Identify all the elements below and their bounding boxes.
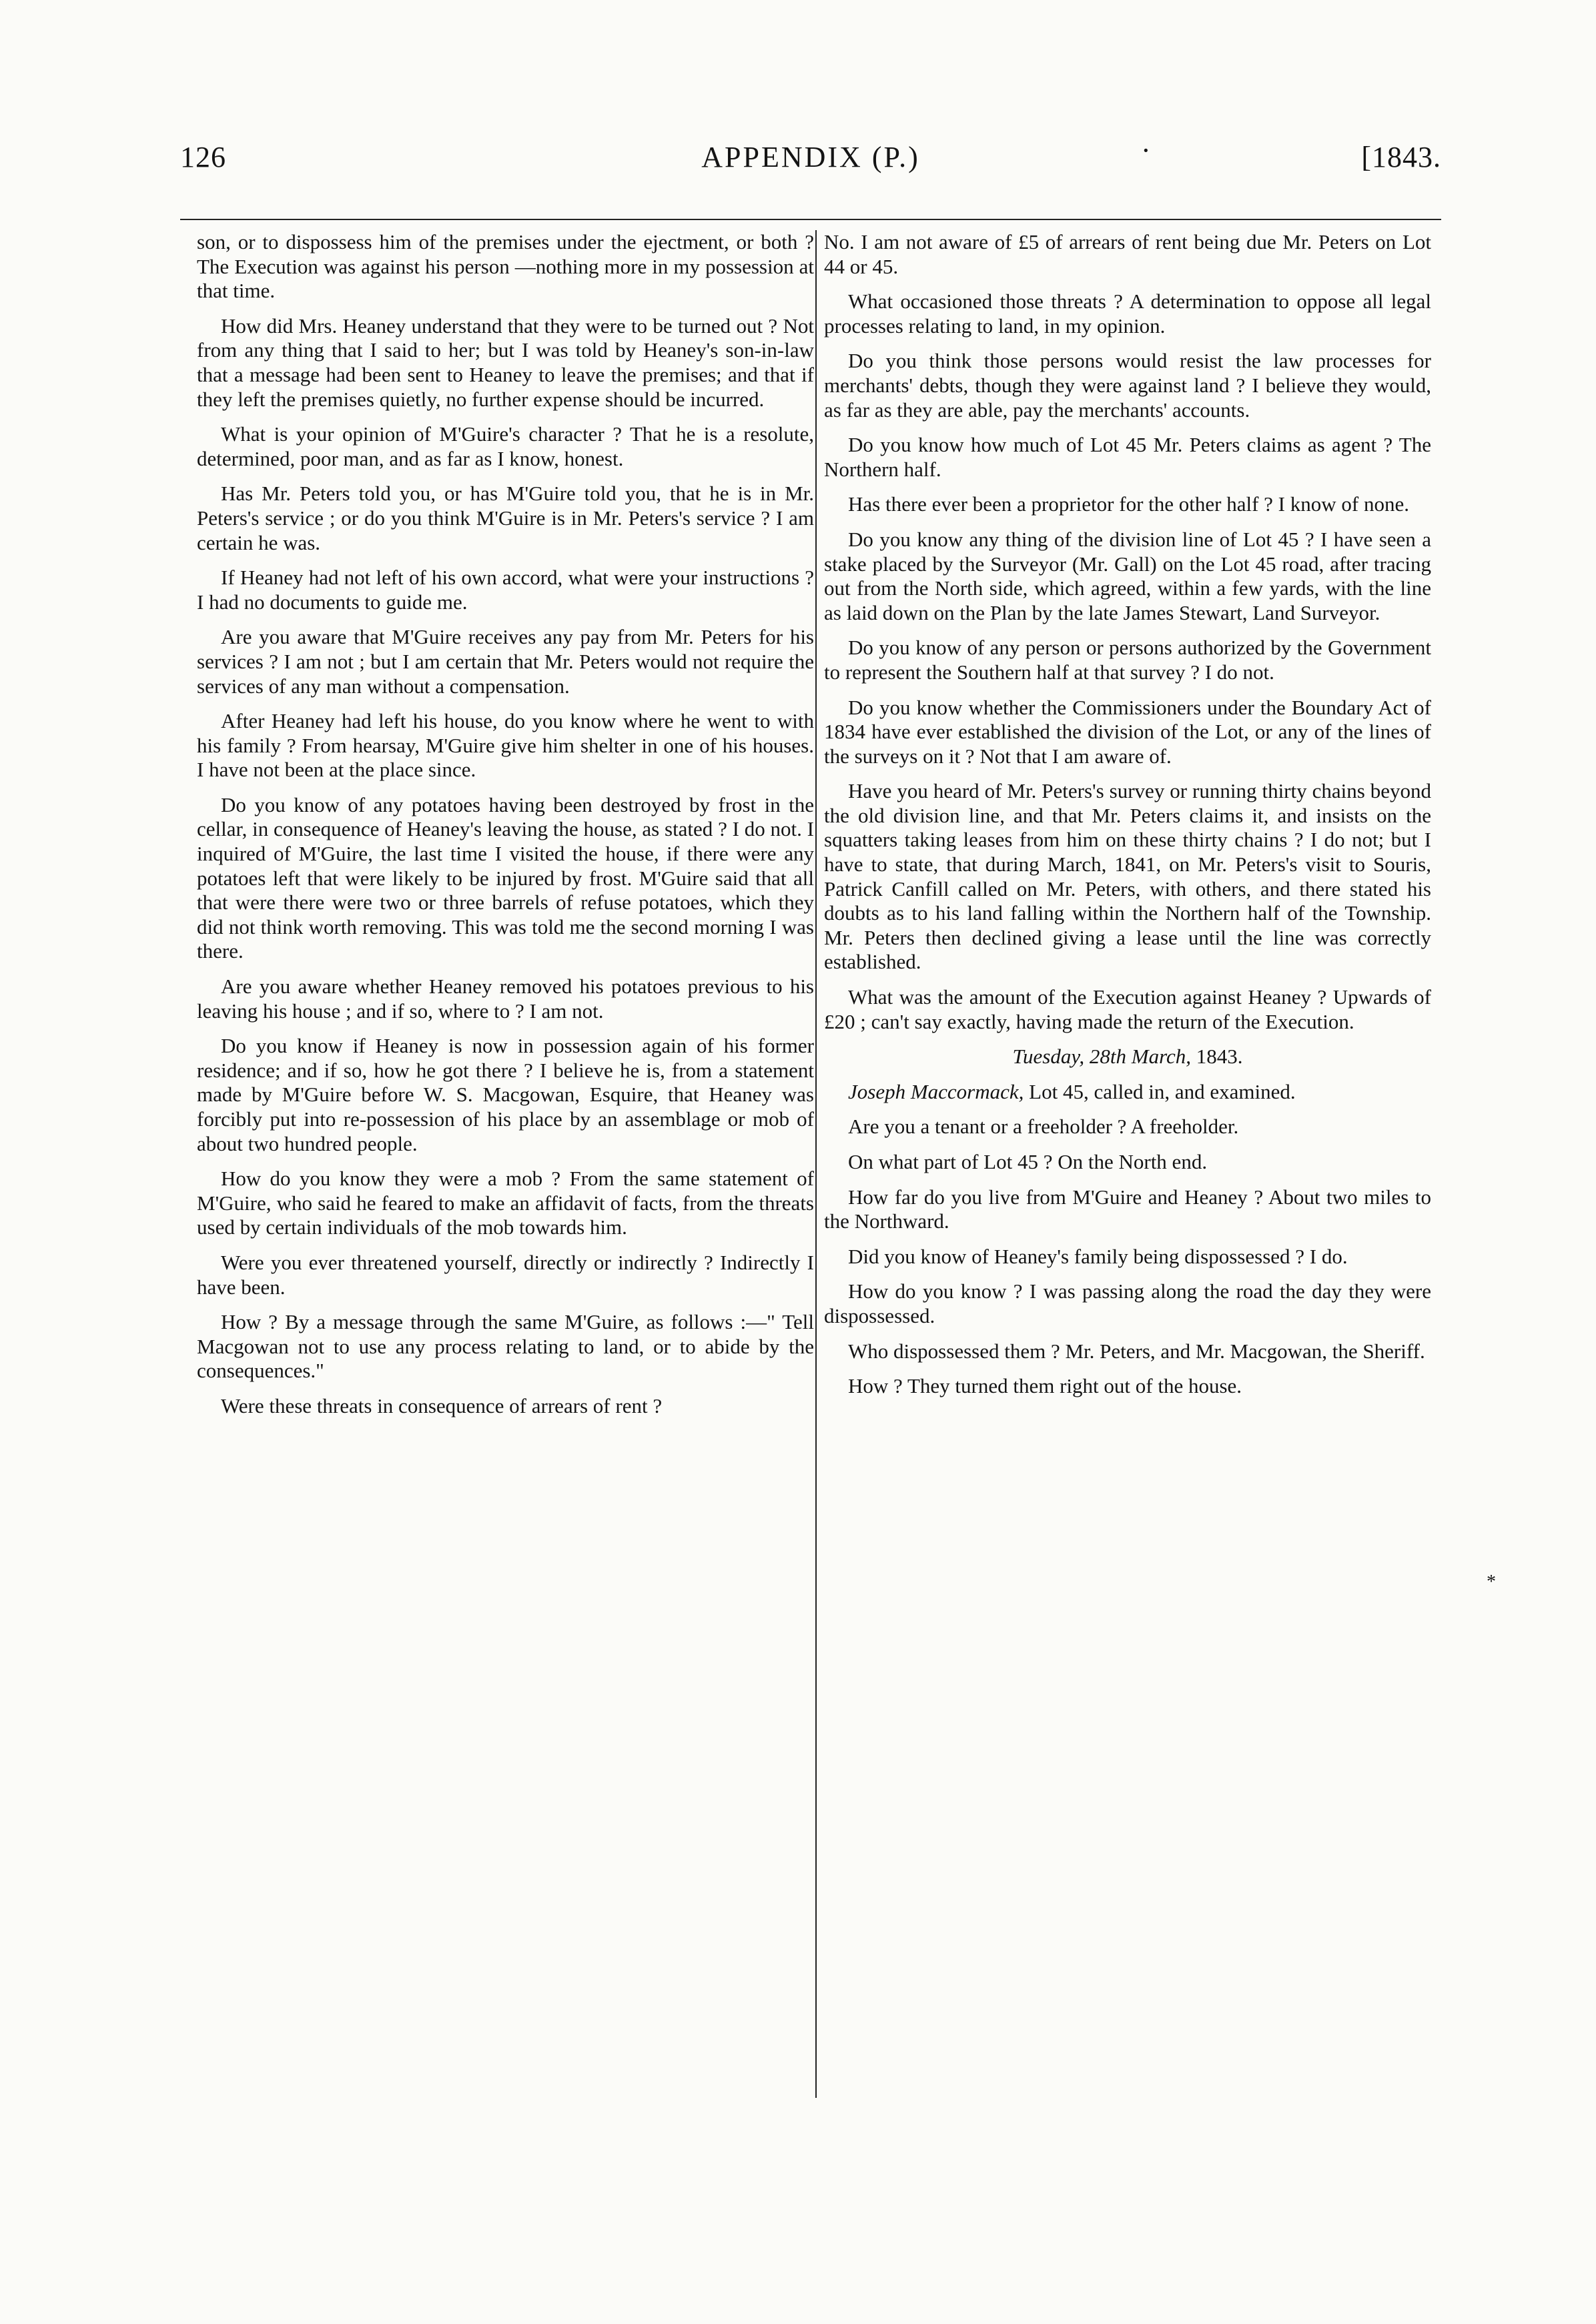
paragraph: Do you know of any person or persons authorized by the Government to represent the Southern half at that survey ? I do not.	[824, 636, 1431, 684]
margin-mark: *	[1487, 1572, 1496, 1592]
column-divider	[815, 230, 817, 2098]
paragraph: What was the amount of the Execution against Heaney ? Upwards of £20 ; can't say exactly, having made the return of the Execution.	[824, 985, 1431, 1033]
paragraph: Do you know whether the Commissioners under the Boundary Act of 1834 have ever established the division of the Lot, or any of the lines of the surveys on it ? Not that I am aware of.	[824, 695, 1431, 768]
paragraph: Were these threats in consequence of arrears of rent ?	[221, 1393, 663, 1417]
paragraph: How did Mrs. Heaney understand that they were to be turned out ? Not from any thing that I said to her; but I was told by Heaney's son-in-law that a message had been sent to Heaney to leave the premises; and that if they left the premises quietly, no further expense should be incurred.	[197, 314, 814, 411]
right-column	[824, 230, 1431, 1409]
header-dot: ·	[1141, 134, 1152, 167]
header-rule	[180, 219, 1441, 220]
page-header	[180, 134, 1441, 187]
paragraph: Who dispossessed them ? Mr. Peters, and Mr. Macgowan, the Sheriff.	[848, 1339, 1425, 1363]
paragraph: How ? By a message through the same M'Guire, as follows :—" Tell Macgowan not to use any process relating to land, or to abide by the consequences."	[197, 1310, 814, 1383]
paragraph: son, or to dispossess him of the premises under the ejectment, or both ? The Execution was against his person —nothing more in my possession at that time.	[197, 230, 814, 303]
session-date-text: Tuesday, 28th March,	[1012, 1045, 1191, 1069]
witness-intro-text: Lot 45, called in, and examined.	[1024, 1079, 1296, 1103]
paragraph: On what part of Lot 45 ? On the North end.	[848, 1150, 1208, 1173]
paragraph: How far do you live from M'Guire and Heaney ? About two miles to the Northward.	[824, 1185, 1431, 1233]
paragraph: How do you know ? I was passing along the road the day they were dispossessed.	[824, 1279, 1431, 1327]
page-title: APPENDIX (P.)	[701, 141, 920, 173]
paragraph: Do you know any thing of the division line of Lot 45 ? I have seen a stake placed by the Surveyor (Mr. Gall) on the Lot 45 road, after tracing out from the North side, which agreed, within a few yards, with the line as laid down on the Plan by the late James Stewart, Land Surveyor.	[824, 527, 1431, 624]
witness-name: Joseph Maccormack,	[848, 1079, 1024, 1103]
paragraph: Have you heard of Mr. Peters's survey or running thirty chains beyond the old division line, and that Mr. Peters claims it, and insists on the squatters taking leases from him on these thirty chains ? I do not; but I have to state, that during March, 1841, on Mr. Peters's visit to Souris, Patrick Canfill called on Mr. Peters, with others, and there stated his doubts as to his land falling within the Northern half of the Township. Mr. Peters then declined giving a lease until the line was correctly established.	[824, 779, 1431, 974]
paragraph: How ? They turned them right out of the house.	[848, 1374, 1242, 1398]
paragraph: Has there ever been a proprietor for the other half ? I know of none.	[848, 492, 1409, 516]
paragraph: After Heaney had left his house, do you know where he went to with his family ? From hearsay, M'Guire give him shelter in one of his houses. I have not been at the place since.	[197, 709, 814, 782]
paragraph: If Heaney had not left of his own accord, what were your instructions ? I had no documents to guide me.	[197, 566, 814, 614]
header-year: [1843.	[1361, 141, 1441, 173]
paragraph: Do you know if Heaney is now in possession again of his former residence; and if so, how he got there ? I believe he is, from a statement made by M'Guire before W. S. Macgowan, Esquire, that Heaney was forcibly put into re-possession of his place by an assemblage or mob of about two hundred people.	[197, 1034, 814, 1155]
paragraph: Are you aware that M'Guire receives any pay from Mr. Peters for his services ? I am not ; but I am certain that Mr. Peters would not require the services of any man without a compensation.	[197, 625, 814, 698]
paragraph: Are you a tenant or a freeholder ? A freeholder.	[848, 1115, 1239, 1139]
session-date	[824, 1045, 1431, 1069]
page-number: 126	[180, 141, 226, 173]
paragraph: How do you know they were a mob ? From the same statement of M'Guire, who said he feared to make an affidavit of facts, from the threats used by certain individuals of the mob towards him.	[197, 1167, 814, 1239]
session-date-year: 1843.	[1196, 1045, 1243, 1069]
paragraph: Are you aware whether Heaney removed his potatoes previous to his leaving his house ; and if so, where to ? I am not.	[197, 975, 814, 1023]
paragraph: Do you know of any potatoes having been destroyed by frost in the cellar, in consequence of Heaney's leaving the house, as stated ? I do not. I inquired of M'Guire, the last time I visited the house, if there were any potatoes left that were likely to be injured by frost. M'Guire said that all that were there were two or three barrels of refuse potatoes, which they did not think worth removing. This was told me the second morning I was there.	[197, 792, 814, 963]
witness-intro	[824, 1080, 1431, 1105]
paragraph: Were you ever threatened yourself, directly or indirectly ? Indirectly I have been.	[197, 1250, 814, 1299]
left-column	[197, 230, 814, 1429]
paragraph: What occasioned those threats ? A determination to oppose all legal processes relating to land, in my opinion.	[824, 289, 1431, 338]
paragraph: Do you know how much of Lot 45 Mr. Peters claims as agent ? The Northern half.	[824, 433, 1431, 481]
paragraph: Did you know of Heaney's family being dispossessed ? I do.	[848, 1244, 1348, 1268]
paragraph: No. I am not aware of £5 of arrears of rent being due Mr. Peters on Lot 44 or 45.	[824, 230, 1431, 278]
paragraph: What is your opinion of M'Guire's character ? That he is a resolute, determined, poor man, and as far as I know, honest.	[197, 422, 814, 470]
paragraph: Do you think those persons would resist the law processes for merchants' debts, though they were against land ? I believe they would, as far as they are able, pay the merchants' accounts.	[824, 349, 1431, 422]
paragraph: Has Mr. Peters told you, or has M'Guire told you, that he is in Mr. Peters's service ; or do you think M'Guire is in Mr. Peters's service ? I am certain he was.	[197, 482, 814, 554]
